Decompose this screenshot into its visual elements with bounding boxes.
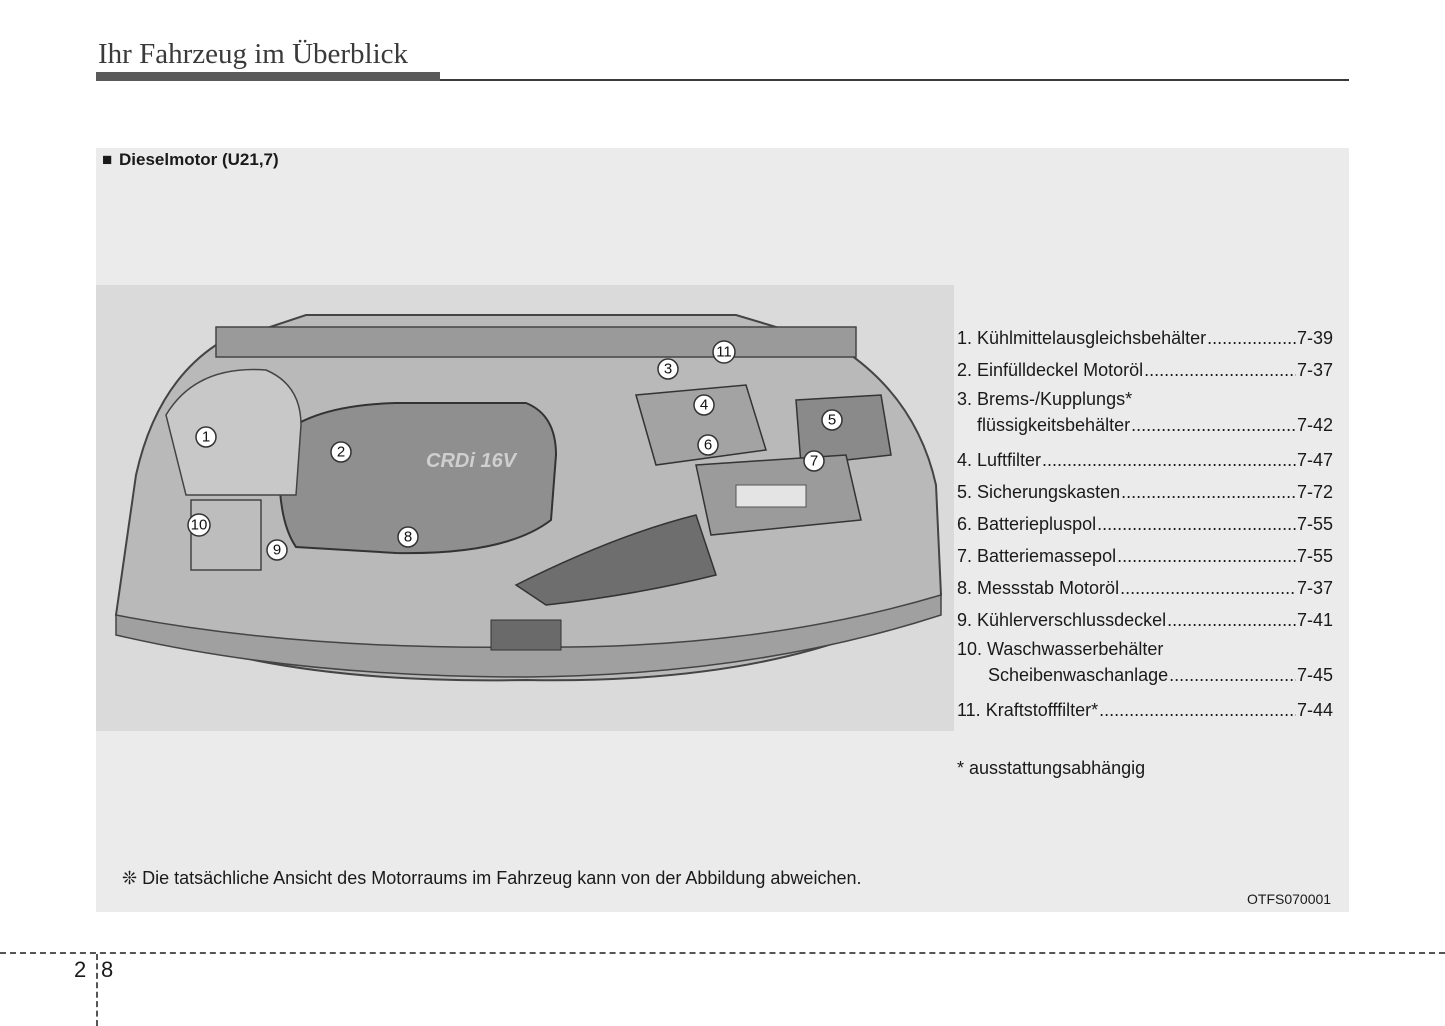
page-header-title: Ihr Fahrzeug im Überblick (98, 38, 409, 70)
callout-2 (331, 442, 351, 462)
section-title (102, 150, 279, 170)
part-page: 7-39 (1296, 328, 1333, 348)
hood-latch (491, 620, 561, 650)
part-label: 8. Messstab Motoröl (957, 578, 1120, 598)
svg-text:8: 8 (403, 528, 413, 546)
callout-10 (188, 514, 210, 536)
part-page: 7-41 (1296, 610, 1333, 630)
section-marker: ■ (102, 150, 113, 169)
part-item-9 (957, 604, 1333, 636)
page-number-separator (96, 954, 98, 1026)
part-label: 7. Batteriemassepol (957, 546, 1117, 566)
part-item-8 (957, 572, 1333, 604)
part-page: 7-42 (1296, 415, 1333, 435)
svg-text:3: 3 (663, 360, 673, 378)
engine-cover (279, 403, 556, 553)
header-rule-thin (440, 79, 1349, 81)
chapter-number: 2 (74, 957, 87, 982)
svg-text:10: 10 (190, 516, 208, 534)
parts-list (957, 322, 1333, 726)
footer-dashed-rule (0, 952, 1445, 954)
part-label: 4. Luftfilter (957, 450, 1042, 470)
callout-8 (398, 527, 418, 547)
part-page: 7-45 (1296, 665, 1333, 685)
figure-code: OTFS070001 (1247, 891, 1332, 907)
part-label-cont: flüssigkeitsbehälter (977, 415, 1131, 435)
svg-text:9: 9 (272, 541, 282, 559)
part-item-11 (957, 694, 1333, 726)
callout-9 (267, 540, 287, 560)
battery-label (736, 485, 806, 507)
part-page: 7-55 (1296, 514, 1333, 534)
svg-text:7: 7 (809, 452, 819, 470)
part-page: 7-37 (1296, 360, 1333, 380)
part-page: 7-72 (1296, 482, 1333, 502)
svg-text:4: 4 (699, 396, 709, 414)
callout-11 (713, 341, 735, 363)
svg-text:5: 5 (827, 411, 837, 429)
part-label-cont: Scheibenwaschanlage (988, 665, 1169, 685)
callout-3 (658, 359, 678, 379)
page-number: 8 (101, 957, 114, 982)
callout-4 (694, 395, 714, 415)
part-label: 3. Brems-/Kupplungs* (957, 389, 1133, 409)
part-label: 9. Kühlerverschlussdeckel (957, 610, 1167, 630)
footnote: * ausstattungsabhängig (957, 758, 1146, 778)
part-page: 7-37 (1296, 578, 1333, 598)
callout-1 (196, 427, 216, 447)
part-label: 6. Batteriepluspol (957, 514, 1097, 534)
svg-text:1: 1 (201, 428, 211, 446)
part-item-10 (957, 636, 1333, 694)
callout-6 (698, 435, 718, 455)
callout-7 (804, 451, 824, 471)
engine-cover-text: CRDi 16V (426, 450, 517, 472)
part-item-3 (957, 386, 1333, 444)
illustration-note: ❊ Die tatsächliche Ansicht des Motorraums im Fahrzeug kann von der Abbildung abweichen. (122, 868, 862, 888)
callout-5 (822, 410, 842, 430)
part-label: 5. Sicherungskasten (957, 482, 1121, 502)
part-page: 7-47 (1296, 450, 1333, 470)
part-page: 7-44 (1296, 700, 1333, 720)
svg-text:6: 6 (703, 436, 713, 454)
part-label: 2. Einfülldeckel Motoröl (957, 360, 1144, 380)
part-page: 7-55 (1296, 546, 1333, 566)
part-item-1 (957, 322, 1333, 354)
part-label: 1. Kühlmittelausgleichsbehälter (957, 328, 1207, 348)
svg-text:2: 2 (336, 443, 346, 461)
svg-text:11: 11 (716, 343, 732, 361)
part-item-5 (957, 476, 1333, 508)
part-item-4 (957, 444, 1333, 476)
part-item-6 (957, 508, 1333, 540)
engine-bay-illustration (96, 285, 954, 731)
header-rule-thick (96, 72, 440, 81)
part-label: 11. Kraftstofffilter* (957, 700, 1099, 720)
part-label: 10. Waschwasserbehälter (957, 639, 1164, 659)
part-item-7 (957, 540, 1333, 572)
strut-bar (216, 327, 856, 357)
section-title-text: Dieselmotor (U21,7) (119, 150, 279, 169)
engine-bay-drawing (96, 285, 954, 731)
part-item-2 (957, 354, 1333, 386)
